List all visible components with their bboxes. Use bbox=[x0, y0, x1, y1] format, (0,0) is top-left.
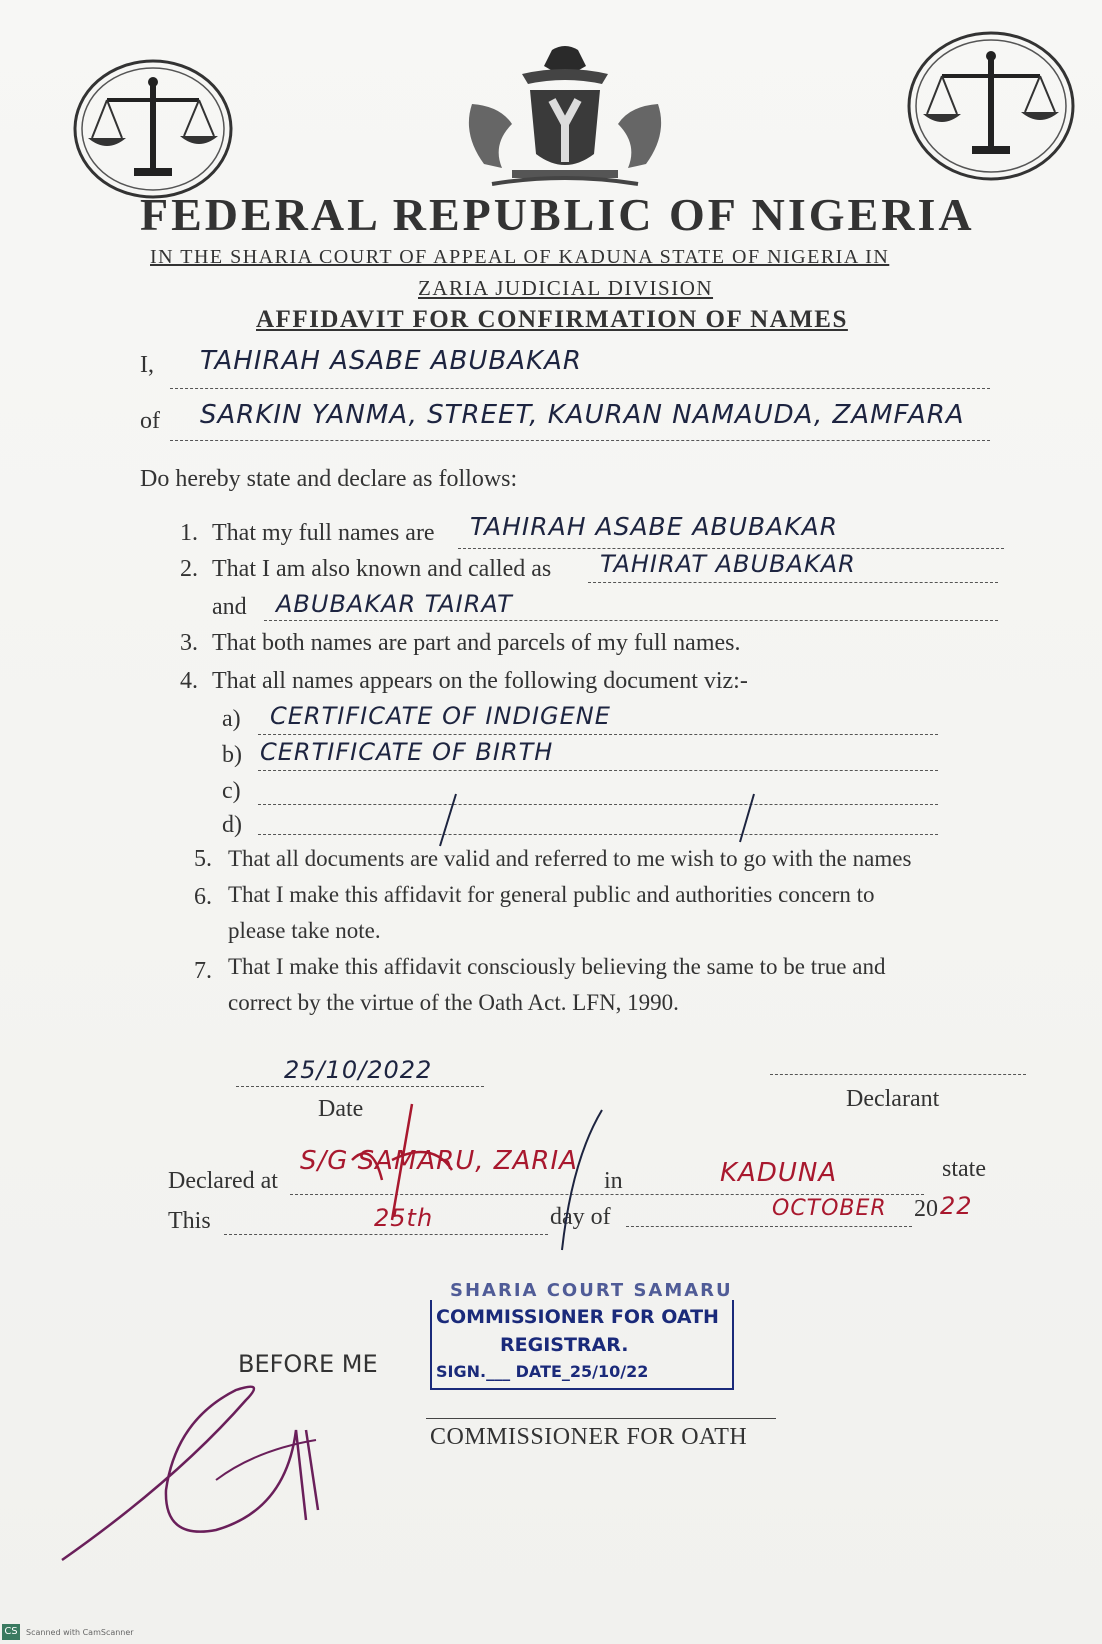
court-name: IN THE SHARIA COURT OF APPEAL OF KADUNA STATE OF NIGERIA IN bbox=[150, 246, 890, 268]
item-2-number: 2. bbox=[180, 556, 198, 582]
doc-b-line bbox=[258, 770, 938, 771]
state-value: KADUNA bbox=[720, 1158, 838, 1188]
date-value: 25/10/2022 bbox=[284, 1056, 433, 1084]
of-label: of bbox=[140, 408, 160, 434]
stamp-line-4: SIGN.___ DATE_25/10/22 bbox=[436, 1362, 649, 1381]
item-6-number: 6. bbox=[194, 884, 212, 910]
month-line bbox=[626, 1226, 912, 1227]
alias-line-2 bbox=[264, 620, 998, 621]
item-4-number: 4. bbox=[180, 668, 198, 694]
i-label: I, bbox=[140, 352, 154, 378]
item-7-text-line1: That I make this affidavit consciously believing the same to be true and bbox=[228, 954, 886, 979]
coat-of-arms-emblem bbox=[452, 44, 678, 192]
name-line bbox=[170, 388, 990, 389]
doc-b-value: CERTIFICATE OF BIRTH bbox=[260, 738, 554, 766]
affidavit-title: AFFIDAVIT FOR CONFIRMATION OF NAMES bbox=[256, 306, 848, 333]
and-label: and bbox=[212, 594, 247, 620]
year-prefix: 20 bbox=[914, 1196, 938, 1222]
deponent-address: SARKIN YANMA, STREET, KAURAN NAMAUDA, ZAMFARA bbox=[200, 400, 965, 430]
item-1-number: 1. bbox=[180, 520, 198, 546]
item-5-number: 5. bbox=[194, 846, 212, 872]
stamp-line-1: SHARIA COURT SAMARU bbox=[450, 1280, 733, 1301]
commissioner-line bbox=[426, 1418, 776, 1419]
in-label: in bbox=[604, 1168, 623, 1194]
item-3-number: 3. bbox=[180, 630, 198, 656]
date-line bbox=[236, 1086, 484, 1087]
declarant-label: Declarant bbox=[846, 1086, 940, 1112]
stamp-line-2: COMMISSIONER FOR OATH bbox=[436, 1306, 719, 1328]
camscanner-logo bbox=[2, 1624, 20, 1640]
item-1-line bbox=[458, 548, 1004, 549]
item-6-text-line2: please take note. bbox=[228, 918, 381, 943]
deponent-name: TAHIRAH ASABE ABUBAKAR bbox=[200, 346, 582, 376]
item-7-text-line2: correct by the virtue of the Oath Act. LFN, 1990. bbox=[228, 990, 679, 1015]
item-7-number: 7. bbox=[194, 958, 212, 984]
item-2-line bbox=[588, 582, 998, 583]
strike-marks bbox=[400, 790, 780, 850]
declared-at-label: Declared at bbox=[168, 1168, 278, 1194]
stamp-border bbox=[430, 1300, 734, 1390]
declared-at-value: S/G SAMARU, ZARIA bbox=[300, 1146, 578, 1176]
doc-a-label: a) bbox=[222, 706, 241, 732]
doc-a-line bbox=[258, 734, 938, 735]
item-1-text: That my full names are bbox=[212, 520, 435, 546]
scanner-credit: Scanned with CamScanner bbox=[26, 1628, 134, 1637]
declaring-signature-red bbox=[332, 1100, 632, 1260]
item-5-text: That all documents are valid and referred to me wish to go with the names bbox=[228, 846, 912, 871]
alias-value-2: ABUBAKAR TAIRAT bbox=[276, 590, 513, 618]
scales-of-justice-seal-right bbox=[906, 30, 1076, 182]
commissioner-stamp bbox=[430, 1280, 750, 1400]
day-of-label: day of bbox=[550, 1204, 611, 1230]
intro-statement: Do hereby state and declare as follows: bbox=[140, 466, 518, 492]
address-line bbox=[170, 440, 990, 441]
doc-c-label: c) bbox=[222, 778, 241, 804]
camscanner-badge-text: CS bbox=[4, 1626, 18, 1637]
day-value: 25th bbox=[374, 1204, 434, 1232]
doc-a-value: CERTIFICATE OF INDIGENE bbox=[270, 702, 611, 730]
item-2-text: That I am also known and called as bbox=[212, 556, 552, 582]
item-6-text-line1: That I make this affidavit for general public and authorities concern to bbox=[228, 882, 875, 907]
state-label: state bbox=[942, 1156, 986, 1182]
full-names-value: TAHIRAH ASABE ABUBAKAR bbox=[470, 512, 839, 541]
year-value: 22 bbox=[940, 1192, 973, 1220]
judicial-division: ZARIA JUDICIAL DIVISION bbox=[418, 276, 714, 300]
item-3-text: That both names are part and parcels of my full names. bbox=[212, 630, 741, 656]
commissioner-signature bbox=[56, 1370, 346, 1570]
date-label: Date bbox=[318, 1096, 364, 1122]
document-heading: FEDERAL REPUBLIC OF NIGERIA bbox=[140, 189, 975, 240]
commissioner-label: COMMISSIONER FOR OATH bbox=[430, 1424, 748, 1450]
this-label: This bbox=[168, 1208, 211, 1234]
stamp-line-3: REGISTRAR. bbox=[500, 1334, 629, 1356]
doc-b-label: b) bbox=[222, 742, 242, 768]
item-4-text: That all names appears on the following document viz:- bbox=[212, 668, 748, 694]
declarant-line bbox=[770, 1074, 1026, 1075]
month-value: OCTOBER bbox=[772, 1196, 887, 1221]
scales-of-justice-seal-left bbox=[72, 58, 234, 200]
doc-d-label: d) bbox=[222, 812, 242, 838]
alias-value-1: TAHIRAT ABUBAKAR bbox=[600, 550, 856, 578]
before-me-label: BEFORE ME bbox=[238, 1350, 378, 1378]
